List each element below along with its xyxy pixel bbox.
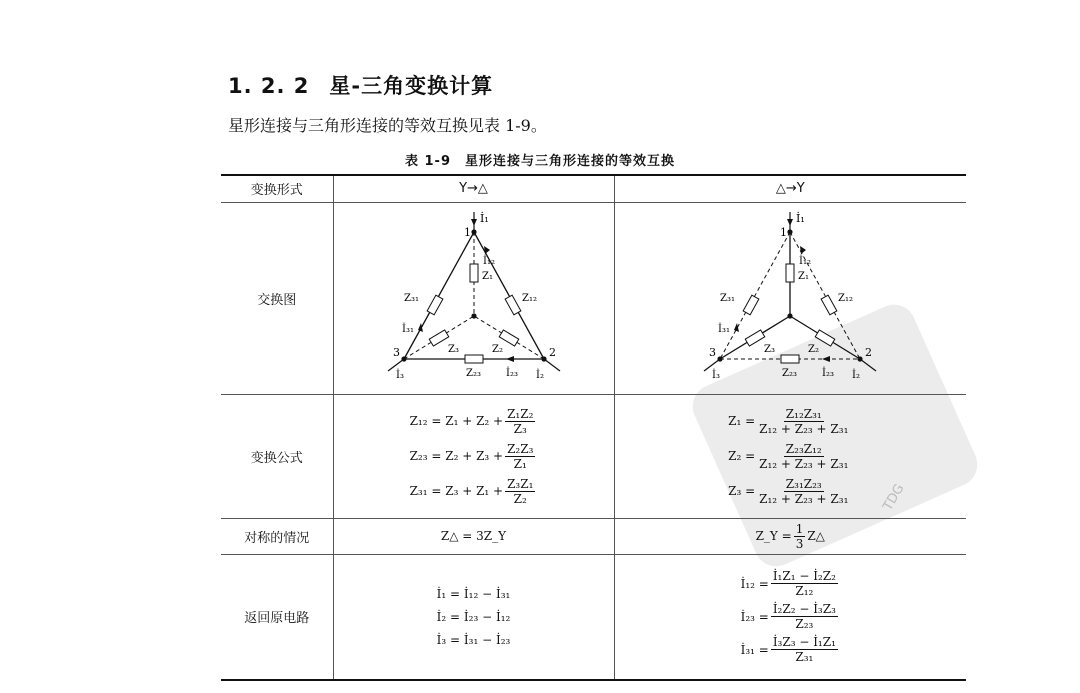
label-I12: İ₁₂ bbox=[799, 256, 812, 267]
table-number: 表 1-9 bbox=[404, 154, 451, 169]
label-node-2: 2 bbox=[865, 346, 873, 359]
label-Z12: Z₁₂ bbox=[521, 293, 537, 304]
arrow-I23 bbox=[506, 356, 514, 362]
label-Z2: Z₂ bbox=[808, 344, 820, 355]
formula-symmetric-y-to-delta: Z△ = 3Z_Y bbox=[440, 528, 507, 543]
conversion-table bbox=[221, 174, 966, 681]
label-Z1: Z₁ bbox=[481, 271, 493, 282]
node-3 bbox=[401, 356, 406, 361]
formula-row bbox=[221, 394, 966, 518]
table-title: 星形连接与三角形连接的等效互换 bbox=[465, 154, 676, 169]
label-I1: İ₁ bbox=[479, 212, 489, 225]
arrow-I31 bbox=[418, 323, 423, 332]
label-I3: İ₃ bbox=[712, 370, 721, 381]
node-2 bbox=[541, 356, 546, 361]
label-I31: İ₃₁ bbox=[401, 324, 414, 335]
terminal-2-wire bbox=[544, 359, 560, 371]
label-Z12: Z₁₂ bbox=[838, 293, 854, 304]
label-Z31: Z₃₁ bbox=[403, 293, 419, 304]
y-to-delta-diagram bbox=[374, 206, 574, 386]
symmetric-cell-delta-to-y bbox=[614, 518, 966, 554]
symmetric-cell-y-to-delta bbox=[333, 518, 614, 554]
formula-Z23: Z₂₃ = Z₂ + Z₃ + $\frac{\text{Z₂Z₃}}{\text{Z₁}}$ bbox=[409, 441, 534, 471]
formula-Z12: Z₁₂ = Z₁ + Z₂ + $\frac{\text{Z₁Z₂}}{\text{Z₃}}$ bbox=[409, 406, 534, 436]
return-I3: İ₃ = İ₃₁ − İ₂₃ bbox=[436, 632, 511, 647]
label-Z23: Z₂₃ bbox=[782, 368, 798, 379]
label-Z3: Z₃ bbox=[764, 344, 776, 355]
label-I23: İ₂₃ bbox=[505, 368, 518, 379]
row-label-diagram: 交换图 bbox=[221, 202, 333, 394]
return-I2: İ₂ = İ₂₃ − İ₁₂ bbox=[436, 609, 511, 624]
arrow-I31 bbox=[734, 323, 739, 332]
label-node-1: 1 bbox=[463, 226, 471, 239]
arrow-I23 bbox=[822, 356, 830, 362]
return-I23: İ₂₃ = $\frac{\text{İ₂Z₂ − İ₃Z₃}}{\text{Z₂₃}}$ bbox=[740, 602, 836, 632]
row-label-return: 返回原电路 bbox=[221, 554, 333, 680]
label-I23: İ₂₃ bbox=[822, 368, 835, 379]
arrow-I12 bbox=[484, 246, 490, 254]
formula-symmetric-delta-to-y: Z_Y = $\frac{1}{3}$ Z△ bbox=[755, 521, 825, 551]
resistor-Z3 bbox=[745, 330, 765, 346]
diagram-cell-delta-to-y bbox=[614, 202, 966, 394]
label-I12: İ₁₂ bbox=[482, 256, 495, 267]
diagram-row bbox=[221, 202, 966, 394]
return-I12: İ₁₂ = $\frac{\text{İ₁Z₁ − İ₂Z₂}}{\text{Z₁₂}}$ bbox=[740, 569, 836, 599]
label-I31: İ₃₁ bbox=[718, 324, 731, 335]
resistor-Z23 bbox=[781, 355, 799, 363]
section-number: 1. 2. 2 bbox=[228, 74, 310, 98]
header-row bbox=[221, 175, 966, 202]
label-I2: İ₂ bbox=[535, 370, 544, 381]
return-cell-delta-to-y bbox=[614, 554, 966, 680]
node-1 bbox=[471, 229, 476, 234]
label-Z2: Z₂ bbox=[491, 344, 503, 355]
resistor-Z12 bbox=[505, 295, 521, 315]
return-row bbox=[221, 554, 966, 680]
formula-Z1: Z₁ = $\frac{\text{Z₁₂Z₃₁}}{\text{Z₁₂ + Z₂₃ + Z₃₁}}$ bbox=[728, 406, 849, 436]
node-center bbox=[788, 313, 793, 318]
label-Z31: Z₃₁ bbox=[720, 293, 736, 304]
header-cell-form: 变换形式 bbox=[221, 175, 333, 202]
resistor-Z23 bbox=[465, 355, 483, 363]
formula-Z3: Z₃ = $\frac{\text{Z₃₁Z₂₃}}{\text{Z₁₂ + Z₂₃ + Z₃₁}}$ bbox=[728, 476, 849, 506]
resistor-Z1 bbox=[786, 264, 794, 282]
arrow-I12 bbox=[800, 246, 806, 254]
section-title: 星-三角变换计算 bbox=[329, 74, 494, 98]
symmetric-row bbox=[221, 518, 966, 554]
formula-cell-delta-to-y bbox=[614, 394, 966, 518]
node-2 bbox=[858, 356, 863, 361]
label-node-2: 2 bbox=[548, 346, 556, 359]
return-I31: İ₃₁ = $\frac{\text{İ₃Z₃ − İ₁Z₁}}{\text{Z₃₁}}$ bbox=[740, 635, 836, 665]
formula-Z31: Z₃₁ = Z₃ + Z₁ + $\frac{\text{Z₃Z₁}}{\text{Z₂}}$ bbox=[409, 476, 534, 506]
resistor-Z31 bbox=[743, 295, 759, 315]
formula-Z2: Z₂ = $\frac{\text{Z₂₃Z₁₂}}{\text{Z₁₂ + Z₂₃ + Z₃₁}}$ bbox=[728, 441, 849, 471]
label-Z3: Z₃ bbox=[447, 344, 459, 355]
label-node-3: 3 bbox=[392, 346, 400, 359]
row-label-symmetric: 对称的情况 bbox=[221, 518, 333, 554]
return-cell-y-to-delta bbox=[333, 554, 614, 680]
table-caption bbox=[0, 150, 1080, 169]
formula-cell-y-to-delta bbox=[333, 394, 614, 518]
node-1 bbox=[788, 229, 793, 234]
arrow-I1 bbox=[471, 219, 477, 226]
delta-to-y-diagram bbox=[690, 206, 890, 386]
resistor-Z12 bbox=[821, 295, 837, 315]
label-I1: İ₁ bbox=[796, 212, 806, 225]
arrow-I1 bbox=[787, 219, 793, 226]
header-cell-y-to-delta: Y→△ bbox=[333, 175, 614, 202]
label-node-1: 1 bbox=[780, 226, 788, 239]
header-cell-delta-to-y: △→Y bbox=[614, 175, 966, 202]
label-Z1: Z₁ bbox=[798, 271, 810, 282]
diagram-cell-y-to-delta bbox=[333, 202, 614, 394]
watermark-text: TDG bbox=[880, 481, 908, 514]
label-I2: İ₂ bbox=[852, 370, 861, 381]
resistor-Z1 bbox=[470, 264, 478, 282]
label-node-3: 3 bbox=[709, 346, 717, 359]
intro-paragraph: 星形连接与三角形连接的等效互换见表 1-9。 bbox=[228, 116, 547, 135]
return-I1: İ₁ = İ₁₂ − İ₃₁ bbox=[436, 586, 511, 601]
terminal-2-wire bbox=[860, 359, 876, 371]
node-center bbox=[471, 313, 476, 318]
label-I3: İ₃ bbox=[395, 370, 404, 381]
resistor-Z3 bbox=[429, 330, 449, 346]
resistor-Z31 bbox=[427, 295, 443, 315]
node-3 bbox=[718, 356, 723, 361]
row-label-formula: 变换公式 bbox=[221, 394, 333, 518]
section-heading bbox=[228, 70, 493, 100]
label-Z23: Z₂₃ bbox=[465, 368, 481, 379]
